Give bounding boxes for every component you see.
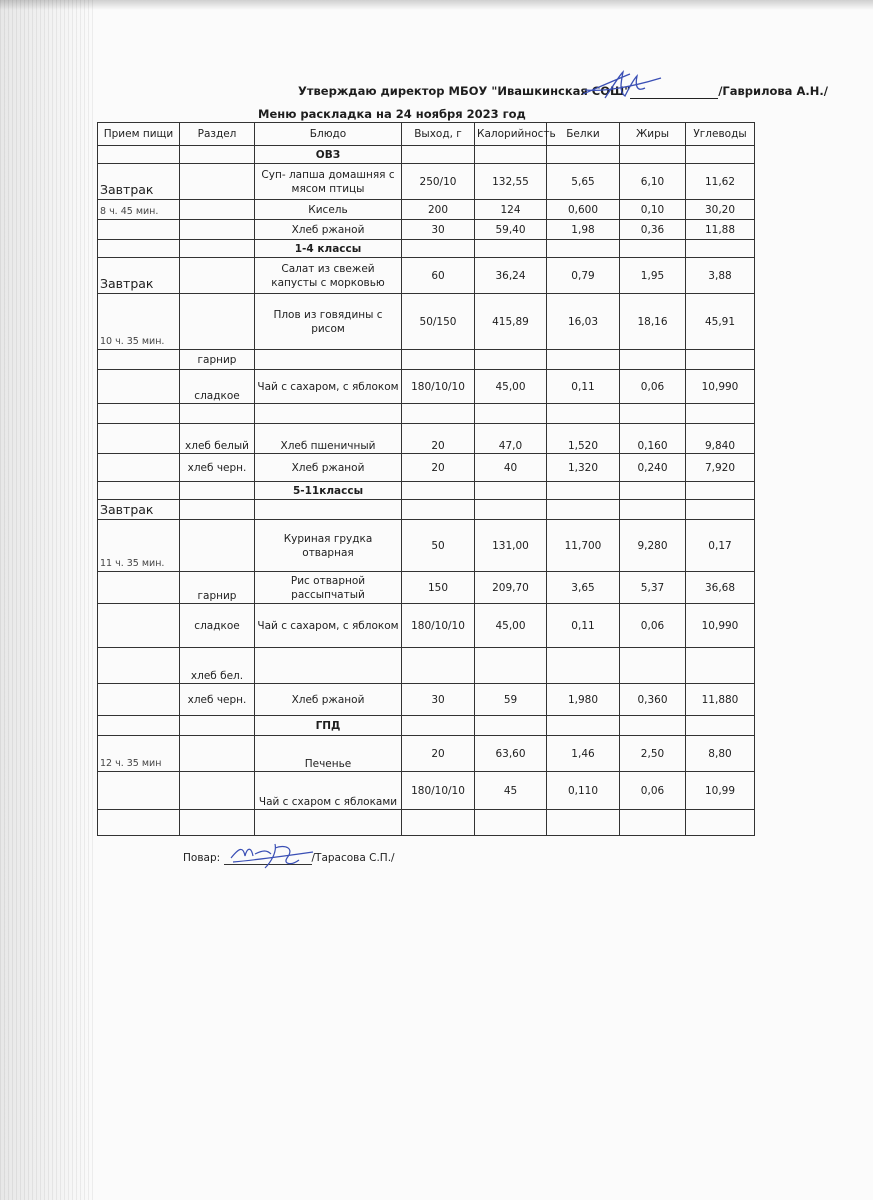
carb: 10,990 [686, 604, 755, 648]
protein: 1,46 [547, 736, 620, 772]
protein: 0,11 [547, 370, 620, 404]
fat: 1,95 [620, 258, 686, 294]
fat: 0,10 [620, 200, 686, 220]
dish: Хлеб ржаной [255, 220, 402, 240]
carb: 8,80 [686, 736, 755, 772]
protein: 16,03 [547, 294, 620, 350]
dish: Салат из свежей капусты с морковью [255, 258, 402, 294]
section: хлеб черн. [180, 684, 255, 716]
table-row [98, 404, 755, 424]
carb: 0,17 [686, 520, 755, 572]
table-row [98, 684, 755, 716]
section: хлеб белый [180, 424, 255, 454]
dish: Хлеб пшеничный [255, 424, 402, 454]
kcal: 59 [475, 684, 547, 716]
table-row [98, 200, 755, 220]
meal-name: Завтрак [98, 258, 180, 294]
table-row [98, 572, 755, 604]
yield: 30 [402, 220, 475, 240]
protein: 0,110 [547, 772, 620, 810]
section: гарнир [180, 572, 255, 604]
dish: Чай с сахаром, с яблоком [255, 604, 402, 648]
table-row [98, 648, 755, 684]
kcal: 59,40 [475, 220, 547, 240]
carb: 30,20 [686, 200, 755, 220]
kcal: 415,89 [475, 294, 547, 350]
table-header-row [98, 123, 755, 146]
protein: 1,98 [547, 220, 620, 240]
carb: 9,840 [686, 424, 755, 454]
section: сладкое [180, 604, 255, 648]
carb: 3,88 [686, 258, 755, 294]
dish: Печенье [255, 736, 402, 772]
dish: Хлеб ржаной [255, 454, 402, 482]
meal-time: 8 ч. 45 мин. [98, 200, 180, 220]
group-label: ОВЗ [255, 146, 402, 164]
fat: 6,10 [620, 164, 686, 200]
yield: 200 [402, 200, 475, 220]
protein: 1,320 [547, 454, 620, 482]
col-kcal: Калорийность [475, 123, 547, 146]
group-row-5-11 [98, 482, 755, 500]
section: сладкое [180, 370, 255, 404]
approval-prefix: Утверждаю директор МБОУ "Ивашкинская СОШ" [298, 84, 631, 98]
protein: 5,65 [547, 164, 620, 200]
yield: 50/150 [402, 294, 475, 350]
dish: Рис отварной рассыпчатый [255, 572, 402, 604]
carb: 11,880 [686, 684, 755, 716]
group-label: 1-4 классы [255, 240, 402, 258]
yield: 250/10 [402, 164, 475, 200]
carb: 45,91 [686, 294, 755, 350]
carb: 10,99 [686, 772, 755, 810]
kcal: 36,24 [475, 258, 547, 294]
protein: 0,11 [547, 604, 620, 648]
fat: 9,280 [620, 520, 686, 572]
fat: 5,37 [620, 572, 686, 604]
yield: 180/10/10 [402, 370, 475, 404]
fat: 0,240 [620, 454, 686, 482]
group-label: ГПД [255, 716, 402, 736]
col-dish: Блюдо [255, 123, 402, 146]
table-row [98, 294, 755, 350]
carb: 10,990 [686, 370, 755, 404]
section: хлеб бел. [180, 648, 255, 684]
yield: 20 [402, 424, 475, 454]
protein: 1,520 [547, 424, 620, 454]
table-row [98, 424, 755, 454]
fat: 0,06 [620, 604, 686, 648]
yield: 60 [402, 258, 475, 294]
col-meal: Прием пищи [98, 123, 180, 146]
group-label: 5-11классы [255, 482, 402, 500]
kcal: 124 [475, 200, 547, 220]
col-fat: Жиры [620, 123, 686, 146]
fat: 0,06 [620, 772, 686, 810]
scan-top-edge [0, 0, 873, 10]
table-row [98, 500, 755, 520]
table-row [98, 164, 755, 200]
carb: 11,88 [686, 220, 755, 240]
dish: Куриная грудка отварная [255, 520, 402, 572]
meal-name: Завтрак [98, 500, 180, 520]
yield: 20 [402, 454, 475, 482]
kcal: 45,00 [475, 604, 547, 648]
kcal: 209,70 [475, 572, 547, 604]
protein: 3,65 [547, 572, 620, 604]
table-row [98, 604, 755, 648]
table-row [98, 220, 755, 240]
kcal: 45 [475, 772, 547, 810]
fat: 0,06 [620, 370, 686, 404]
scan-left-edge [0, 0, 95, 1200]
kcal: 131,00 [475, 520, 547, 572]
approval-suffix: /Гаврилова А.Н./ [718, 84, 828, 98]
section: хлеб черн. [180, 454, 255, 482]
kcal: 63,60 [475, 736, 547, 772]
menu-table [97, 122, 755, 836]
page-title: Меню раскладка на 24 ноября 2023 год [258, 107, 526, 121]
fat: 18,16 [620, 294, 686, 350]
group-row-ovz [98, 146, 755, 164]
cook-signature-icon [225, 838, 315, 872]
cook-name: /Тарасова С.П./ [311, 852, 395, 864]
dish: Хлеб ржаной [255, 684, 402, 716]
fat: 2,50 [620, 736, 686, 772]
table-row [98, 736, 755, 772]
col-protein: Белки [547, 123, 620, 146]
carb: 36,68 [686, 572, 755, 604]
table-row [98, 350, 755, 370]
dish: Суп- лапша домашняя с мясом птицы [255, 164, 402, 200]
fat: 0,160 [620, 424, 686, 454]
col-carb: Углеводы [686, 123, 755, 146]
col-yield: Выход, г [402, 123, 475, 146]
protein: 0,600 [547, 200, 620, 220]
carb: 11,62 [686, 164, 755, 200]
dish: Чай с сахаром, с яблоком [255, 370, 402, 404]
protein: 0,79 [547, 258, 620, 294]
yield: 30 [402, 684, 475, 716]
carb: 7,920 [686, 454, 755, 482]
table-row [98, 454, 755, 482]
yield: 150 [402, 572, 475, 604]
protein: 1,980 [547, 684, 620, 716]
fat: 0,36 [620, 220, 686, 240]
table-row [98, 370, 755, 404]
cook-label: Повар: [183, 852, 221, 864]
fat: 0,360 [620, 684, 686, 716]
director-signature-icon [575, 68, 665, 104]
yield: 50 [402, 520, 475, 572]
group-row-1-4 [98, 240, 755, 258]
dish: Плов из говядины с рисом [255, 294, 402, 350]
kcal: 45,00 [475, 370, 547, 404]
kcal: 47,0 [475, 424, 547, 454]
meal-time: 11 ч. 35 мин. [98, 520, 180, 572]
meal-time: 12 ч. 35 мин [98, 736, 180, 772]
table-row [98, 772, 755, 810]
approval-line [298, 84, 828, 99]
col-section: Раздел [180, 123, 255, 146]
dish: Кисель [255, 200, 402, 220]
table-row [98, 258, 755, 294]
table-row [98, 810, 755, 836]
table-row [98, 520, 755, 572]
yield: 180/10/10 [402, 772, 475, 810]
yield: 180/10/10 [402, 604, 475, 648]
yield: 20 [402, 736, 475, 772]
dish: Чай с схаром с яблоками [255, 772, 402, 810]
meal-time: 10 ч. 35 мин. [98, 294, 180, 350]
section: гарнир [180, 350, 255, 370]
protein: 11,700 [547, 520, 620, 572]
kcal: 40 [475, 454, 547, 482]
meal-name: Завтрак [98, 164, 180, 200]
group-row-gpd [98, 716, 755, 736]
kcal: 132,55 [475, 164, 547, 200]
